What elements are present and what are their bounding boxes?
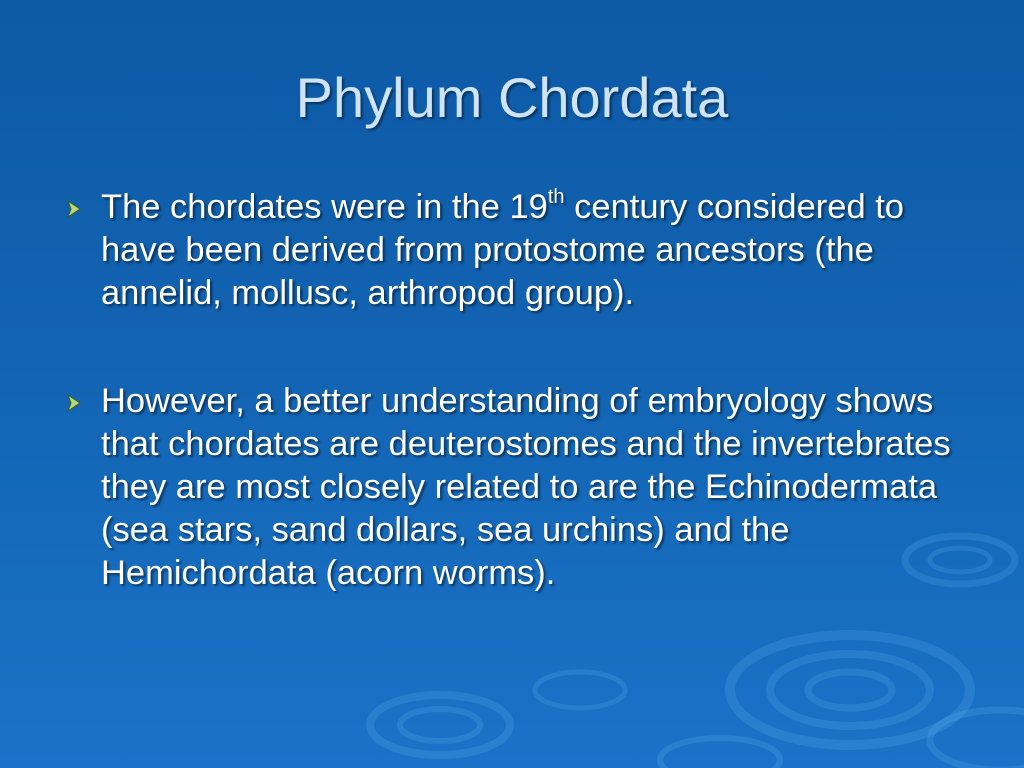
bullet-item (64, 186, 964, 315)
bullet-text: However, a better understanding of embryology shows that chordates are deuterostomes and the invertebrates they are most closely related to are the Echinodermata (sea stars, sand dollars, sea urchins) and the Hemichordata (acorn worms). (101, 382, 951, 592)
arrow-bullet-icon (64, 199, 84, 219)
slide-title: Phylum Chordata (295, 66, 729, 129)
bullet-superscript: th (547, 185, 565, 208)
bullet-text-end: century considered to have been derived from protostome ancestors (the annelid, mollusc, arthropod group). (101, 188, 904, 312)
bullet-item (64, 380, 964, 595)
bullet-text-start: The chordates were in the 19 (101, 188, 548, 226)
bullet-list (64, 186, 964, 595)
arrow-bullet-icon (64, 393, 84, 413)
